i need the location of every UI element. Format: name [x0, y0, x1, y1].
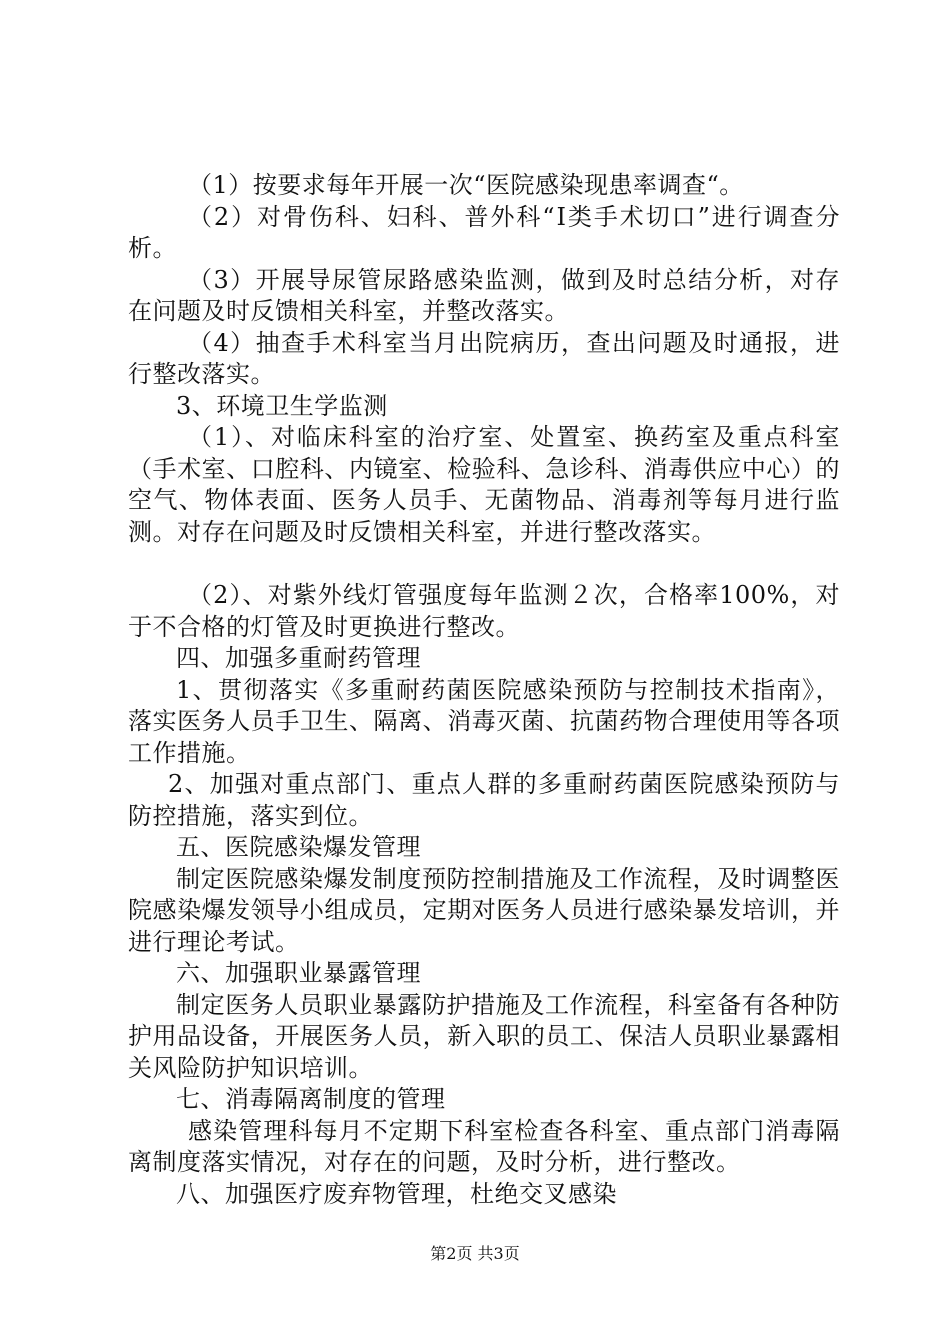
paragraph-incision-survey: （2）对骨伤科、妇科、普外科“Ⅰ类手术切口”进行调查分析。 [128, 202, 840, 262]
paragraph-mdr-key-groups: 2、加强对重点部门、重点人群的多重耐药菌医院感染预防与防控措施，落实到位。 [128, 770, 840, 830]
section-heading-6: 六、加强职业暴露管理 [176, 959, 421, 987]
document-body [128, 170, 840, 1210]
section-heading-8: 八、加强医疗废弃物管理，杜绝交叉感染 [176, 1179, 617, 1208]
paragraph-uv-lamp: （2）、对紫外线灯管强度每年监测２次，合格率100%，对于不合格的灯管及时更换进行整改。 [128, 581, 840, 641]
section-heading-4: 四、加强多重耐药管理 [176, 644, 421, 672]
paragraph-mdr-guideline: 1、贯彻落实《多重耐药菌医院感染预防与控制技术指南》，落实医务人员手卫生、隔离、消毒灭菌、抗菌药物合理使用等各项工作措施。 [128, 675, 840, 767]
section-heading-7: 七、消毒隔离制度的管理 [176, 1085, 446, 1113]
paragraph-catheter-monitoring: （3）开展导尿管尿路感染监测，做到及时总结分析，对存在问题及时反馈相关科室，并整改落实。 [128, 265, 840, 325]
section-heading-environment: 3、环境卫生学监测 [176, 391, 388, 420]
paragraph-disinfection-isolation: 感染管理科每月不定期下科室检查各科室、重点部门消毒隔离制度落实情况，对存在的问题，及时分析，进行整改。 [128, 1116, 840, 1176]
paragraph-survey-prevalence: （1）按要求每年开展一次“医院感染现患率调查“。 [188, 171, 744, 199]
paragraph-environment-monitoring: （1）、对临床科室的治疗室、处置室、换药室及重点科室（手术室、口腔科、内镜室、检验科、急诊科、消毒供应中心）的空气、物体表面、医务人员手、无菌物品、消毒剂等每月进行监测。对存在问题及时反馈相关科室，并进行整改落实。 [128, 423, 840, 546]
page-footer: 第2页 共3页 [430, 1244, 520, 1263]
paragraph-record-check: （4）抽查手术科室当月出院病历，查出问题及时通报，进行整改落实。 [128, 328, 840, 388]
paragraph-outbreak-management: 制定医院感染爆发制度预防控制措施及工作流程，及时调整医院感染爆发领导小组成员，定期对医务人员进行感染暴发培训，并进行理论考试。 [128, 864, 840, 956]
section-heading-5: 五、医院感染爆发管理 [176, 833, 421, 861]
paragraph-occupational-exposure: 制定医务人员职业暴露防护措施及工作流程，科室备有各种防护用品设备，开展医务人员，新入职的员工、保洁人员职业暴露相关风险防护知识培训。 [128, 990, 840, 1082]
